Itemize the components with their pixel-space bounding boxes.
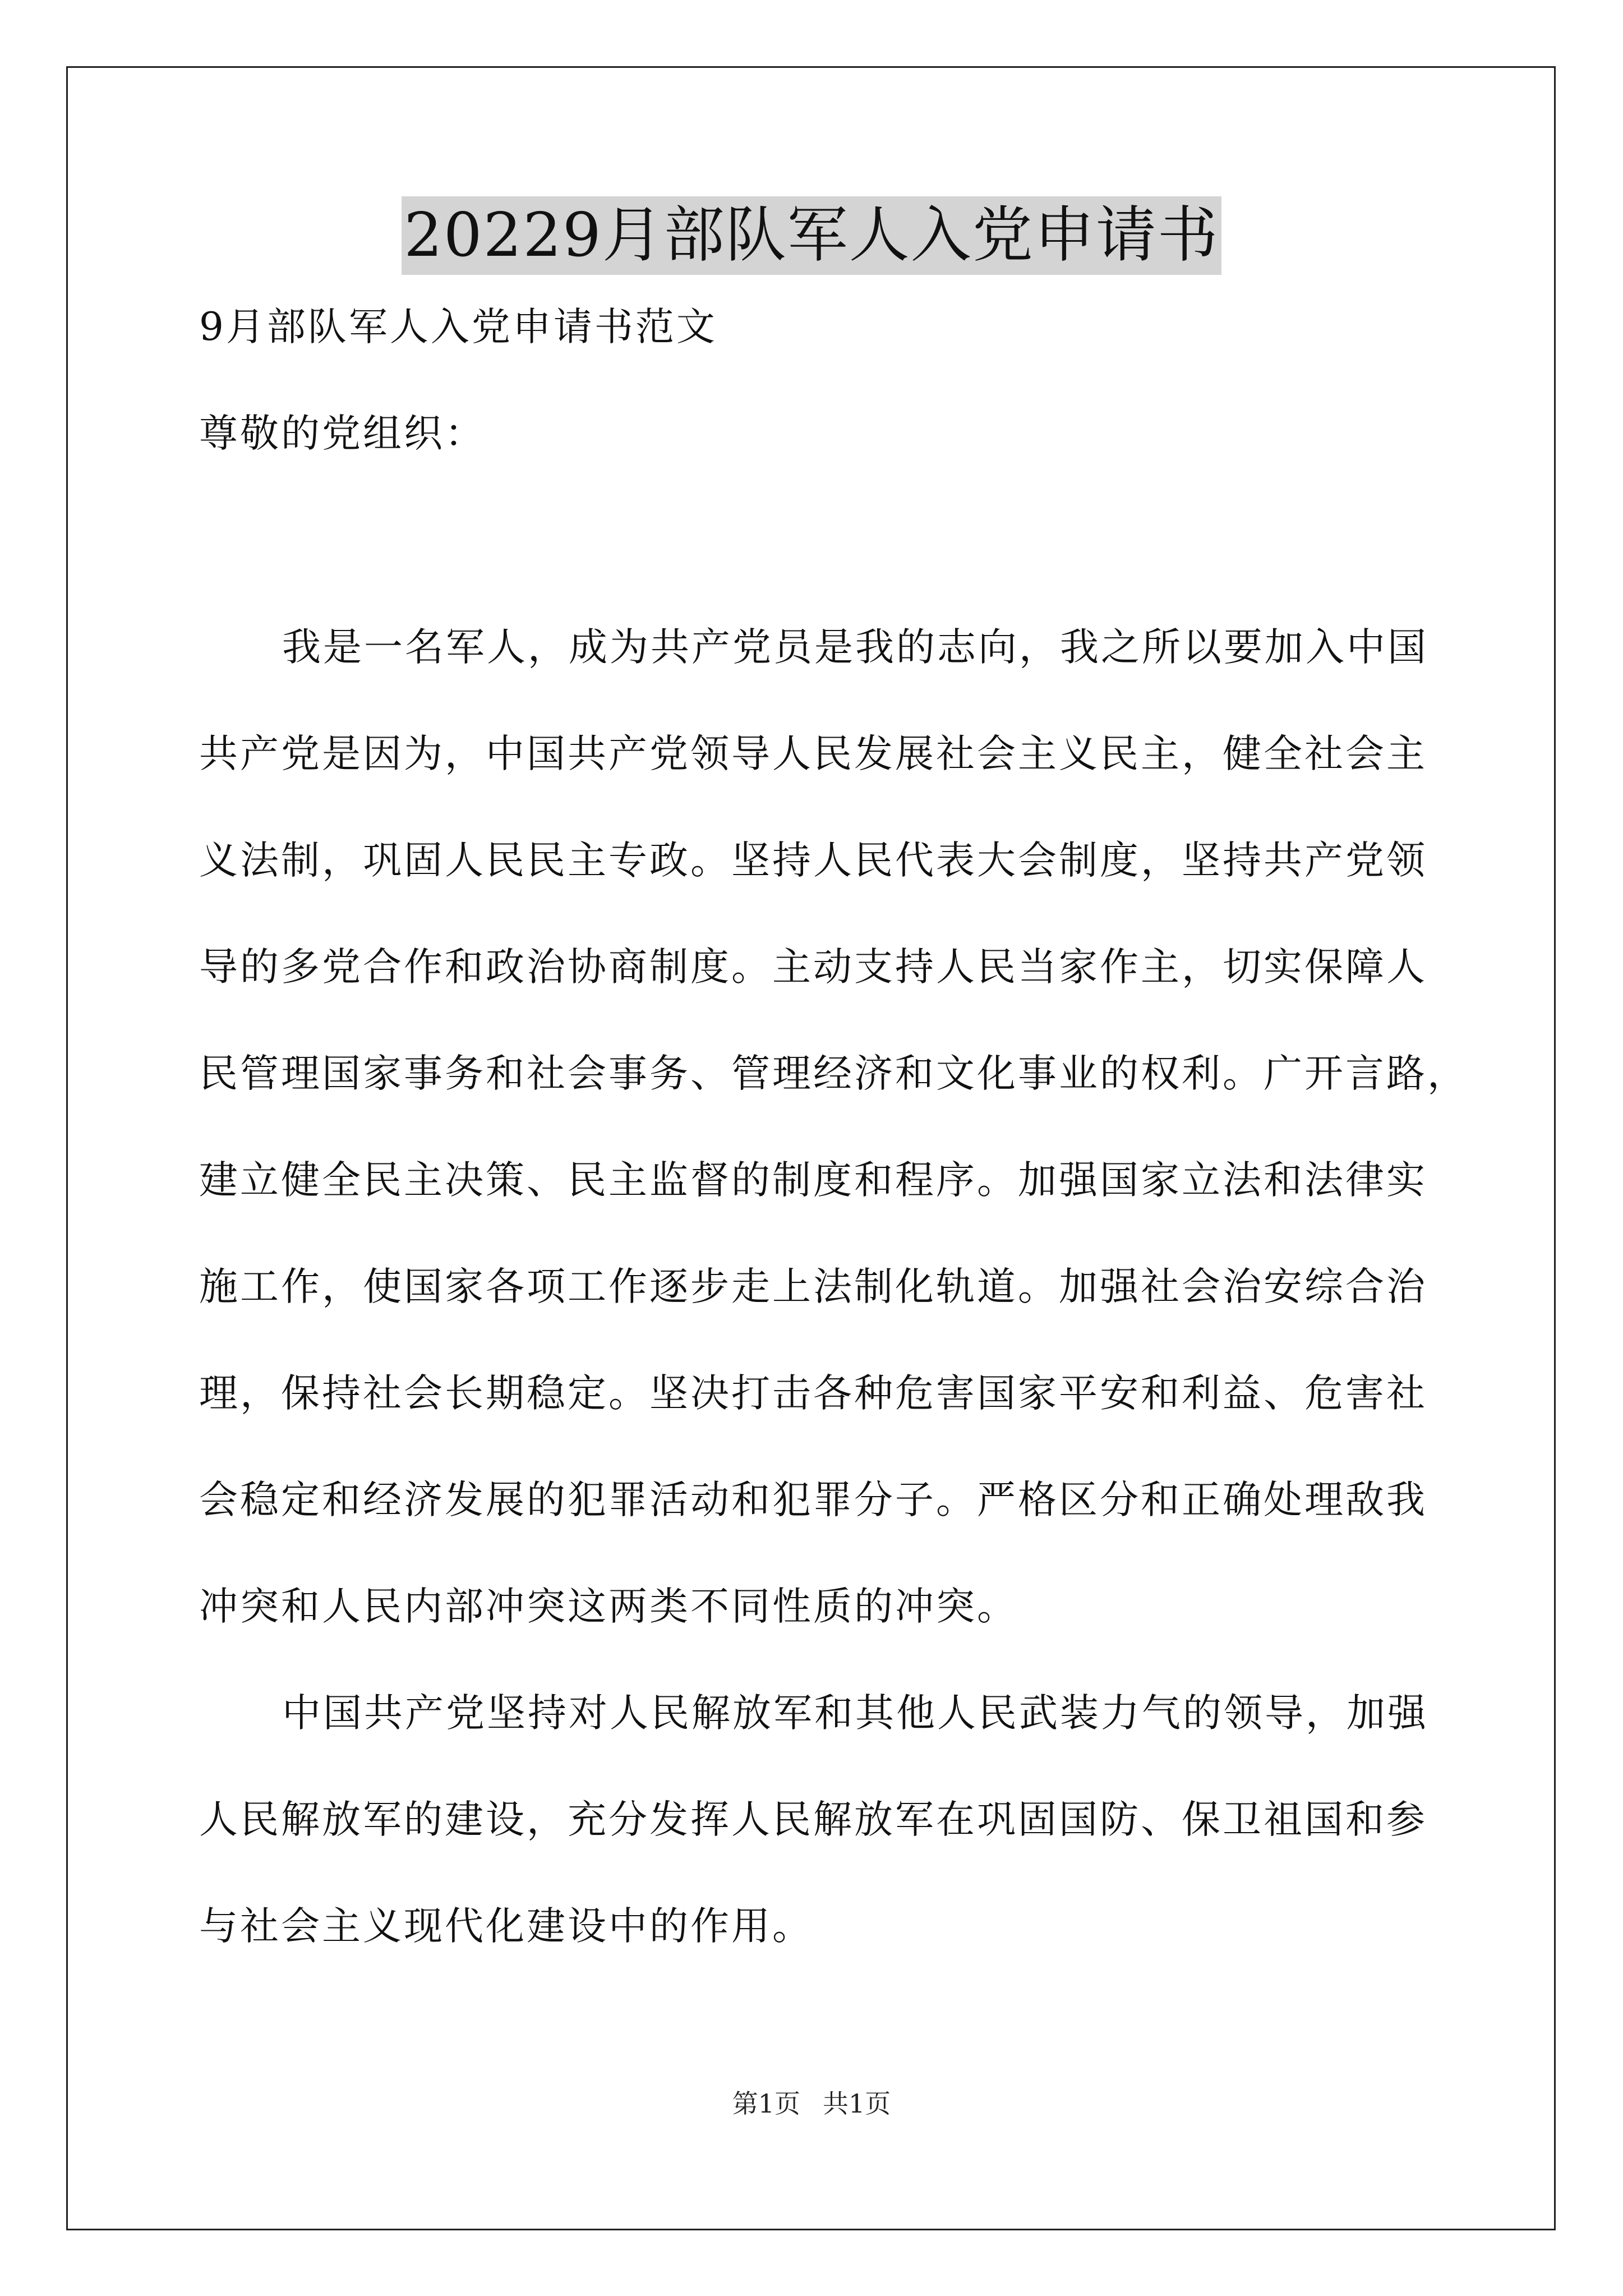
page-number: 第1页 xyxy=(732,2088,800,2119)
paragraph-line: 施工作，使国家各项工作逐步走上法制化轨道。加强社会治安综合治 xyxy=(199,1264,1427,1309)
salutation: 尊敬的党组织： xyxy=(199,411,486,456)
paragraph-line: 会稳定和经济发展的犯罪活动和犯罪分子。严格区分和正确处理敌我 xyxy=(199,1478,1427,1522)
paragraph-2 xyxy=(199,1686,1438,1953)
paragraph-line: 理，保持社会长期稳定。坚决打击各种危害国家平安和利益、危害社 xyxy=(199,1371,1427,1416)
paragraph-line: 共产党是因为，中国共产党领导人民发展社会主义民主，健全社会主 xyxy=(199,731,1427,776)
paragraph-line: 义法制，巩固人民民主专政。坚持人民代表大会制度，坚持共产党领 xyxy=(199,838,1427,883)
document-subtitle: 9月部队军人入党申请书范文 xyxy=(199,305,717,349)
paragraph-line: 导的多党合作和政治协商制度。主动支持人民当家作主，切实保障人 xyxy=(199,945,1427,990)
page-footer xyxy=(0,2087,1623,2120)
paragraph-line: 冲突和人民内部冲突这两类不同性质的冲突。 xyxy=(199,1584,1018,1629)
paragraph-1 xyxy=(199,620,1468,1634)
title-wrap xyxy=(0,196,1623,275)
document-title: 20229月部队军人入党申请书 xyxy=(402,196,1221,275)
page-total: 共1页 xyxy=(823,2088,891,2119)
paragraph-line: 建立健全民主决策、民主监督的制度和程序。加强国家立法和法律实 xyxy=(199,1158,1427,1203)
paragraph-line: 我是一名军人，成为共产党员是我的志向，我之所以要加入中国 xyxy=(282,625,1428,670)
document-body xyxy=(199,300,1468,2006)
paragraph-line: 民管理国家事务和社会事务、管理经济和文化事业的权利。广开言路， xyxy=(199,1051,1468,1096)
paragraph-line: 人民解放军的建设，充分发挥人民解放军在巩固国防、保卫祖国和参 xyxy=(199,1797,1427,1842)
paragraph-line: 与社会主义现代化建设中的作用。 xyxy=(199,1904,813,1949)
paragraph-line: 中国共产党坚持对人民解放军和其他人民武装力气的领导，加强 xyxy=(282,1691,1428,1736)
